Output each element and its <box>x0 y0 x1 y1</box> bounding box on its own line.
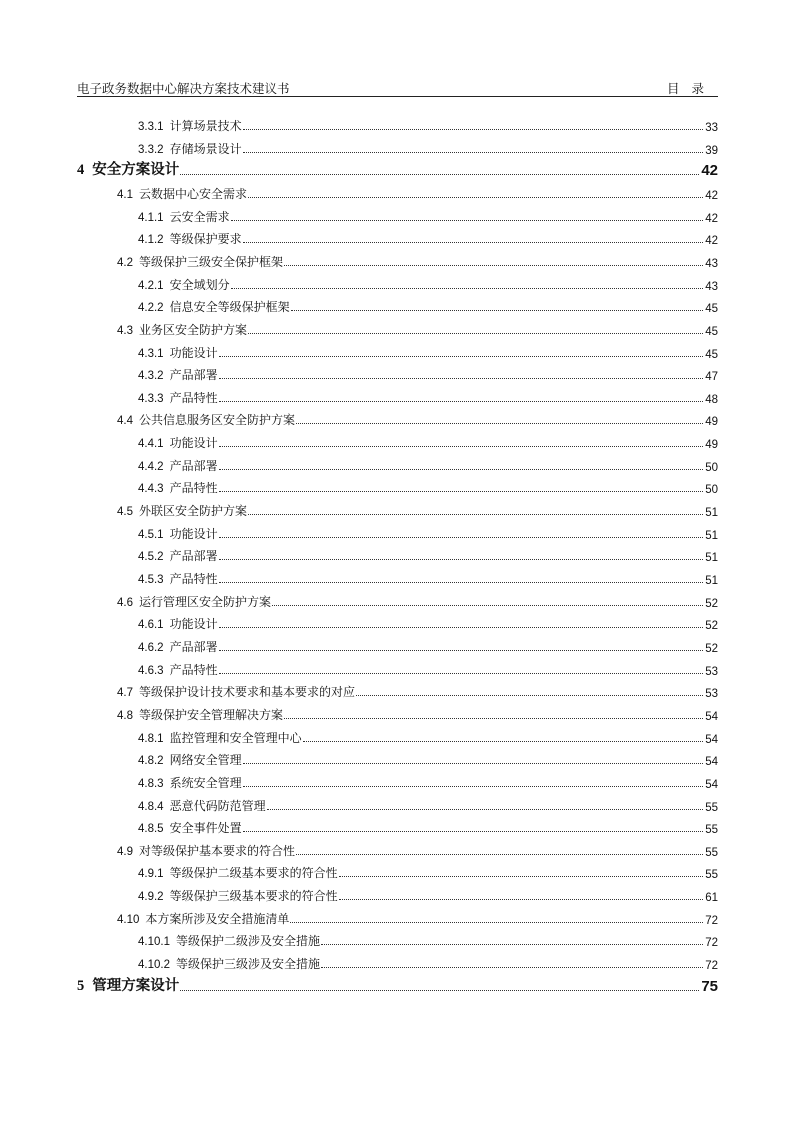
toc-entry-title <box>138 638 218 655</box>
toc-entry-title <box>77 158 179 179</box>
toc-entry-page: 49 <box>705 439 718 452</box>
dot-leader <box>339 875 704 877</box>
document-title: 电子政务数据中心解决方案技术建议书 <box>77 81 290 96</box>
toc-entry-page: 50 <box>705 484 718 497</box>
dot-leader <box>296 422 703 424</box>
toc-entry-number: 4.6.1 <box>138 619 164 632</box>
toc-entry-number: 4.1.2 <box>138 234 164 247</box>
toc-entry[interactable] <box>138 931 718 949</box>
dot-leader <box>219 400 704 402</box>
dot-leader <box>243 830 704 832</box>
toc-entry-title <box>138 932 320 949</box>
toc-entry-text: 管理方案设计 <box>92 976 180 994</box>
toc-entry-text: 产品部署 <box>169 549 218 564</box>
toc-entry-title <box>138 298 290 315</box>
toc-entry-title <box>138 955 320 972</box>
dot-leader <box>180 173 699 175</box>
toc-entry[interactable] <box>138 637 718 655</box>
dot-leader <box>248 513 703 515</box>
toc-entry-page: 45 <box>705 325 718 338</box>
toc-entry-title <box>138 276 230 293</box>
toc-entry-page: 51 <box>705 529 718 542</box>
toc-entry-text: 安全方案设计 <box>92 161 180 179</box>
toc-entry[interactable] <box>138 524 718 542</box>
toc-entry[interactable] <box>138 886 718 904</box>
toc-entry-text: 公共信息服务区安全防护方案 <box>139 413 296 428</box>
toc-entry[interactable] <box>138 456 718 474</box>
toc-entry-number: 4.5.1 <box>138 528 164 541</box>
toc-entry-page: 45 <box>705 348 718 361</box>
toc-entry-text: 产品特性 <box>169 572 218 586</box>
dot-leader <box>321 966 703 968</box>
toc-entry-number: 4.3.2 <box>138 370 164 383</box>
toc-entry-text: 等级保护要求 <box>169 232 242 247</box>
toc-entry-number: 4.5.2 <box>138 551 164 564</box>
toc-entry[interactable] <box>138 796 718 814</box>
toc-entry-number: 4.3 <box>117 324 133 337</box>
toc-entry-number: 4.2 <box>117 256 133 269</box>
dot-leader <box>243 785 704 787</box>
dot-leader <box>243 241 704 243</box>
toc-entry-title <box>138 661 218 678</box>
toc-entry-title <box>138 389 218 406</box>
toc-entry-text: 安全事件处置 <box>169 821 242 836</box>
toc-entry-title <box>138 547 218 564</box>
dot-leader <box>243 151 704 153</box>
toc-entry[interactable] <box>138 569 718 587</box>
toc-entry-page: 53 <box>705 688 718 701</box>
toc-entry-page: 52 <box>705 642 718 655</box>
toc-entry[interactable] <box>138 388 718 406</box>
toc-entry-number: 4.1.1 <box>138 211 164 224</box>
toc-entry-page: 50 <box>705 461 718 474</box>
toc-entry-title <box>138 887 338 904</box>
toc-entry-title <box>138 774 242 791</box>
toc-entry-number: 4.9.1 <box>138 868 164 881</box>
dot-leader <box>243 762 704 764</box>
toc-entry-text: 恶意代码防范管理 <box>169 798 266 813</box>
toc-entry-number: 4.6.3 <box>138 664 164 677</box>
toc-entry-number: 4.5 <box>117 506 133 519</box>
toc-entry[interactable] <box>138 728 718 746</box>
toc-entry[interactable] <box>117 909 718 927</box>
toc-entry-page: 72 <box>705 914 718 927</box>
toc-entry-page: 75 <box>701 977 718 995</box>
toc-entry-text: 存储场景设计 <box>169 141 242 156</box>
dot-leader <box>219 626 704 628</box>
toc-entry[interactable] <box>138 297 718 315</box>
toc-entry-title <box>117 502 247 519</box>
toc-entry-number: 4.10.2 <box>138 959 170 972</box>
toc-entry-text: 产品部署 <box>169 458 218 473</box>
toc-entry-text: 外联区安全防护方案 <box>139 504 248 519</box>
toc-entry-text: 功能设计 <box>169 436 218 451</box>
toc-entry-text: 监控管理和安全管理中心 <box>169 730 302 745</box>
toc-entry-text: 对等级保护基本要求的符合性 <box>139 843 296 858</box>
toc-entry-title <box>138 434 218 451</box>
toc-entry-page: 42 <box>705 189 718 202</box>
toc-entry-number: 4.2.1 <box>138 279 164 292</box>
dot-leader <box>219 445 704 447</box>
toc-entry[interactable] <box>117 252 718 270</box>
toc-entry-text: 计算场景技术 <box>169 119 242 133</box>
toc-entry-page: 51 <box>705 507 718 520</box>
dot-leader <box>248 332 703 334</box>
toc-entry-title <box>138 479 218 496</box>
toc-entry-text: 等级保护三级涉及安全措施 <box>175 957 320 972</box>
toc-entry-page: 72 <box>705 960 718 973</box>
toc-entry-title <box>138 117 242 134</box>
toc-entry-text: 等级保护设计技术要求和基本要求的对应 <box>139 685 356 700</box>
toc-entry-page: 49 <box>705 416 718 429</box>
toc-entry-page: 54 <box>705 710 718 723</box>
toc-entry-title <box>138 729 302 746</box>
toc-entry-page: 39 <box>705 144 718 157</box>
toc-entry[interactable] <box>138 229 718 247</box>
toc-entry-page: 54 <box>705 778 718 791</box>
toc-entry-number: 3.3.1 <box>138 121 164 133</box>
toc-entry-page: 51 <box>705 552 718 565</box>
toc-entry-title <box>138 864 338 881</box>
dot-leader <box>284 717 703 719</box>
dot-leader <box>272 604 703 606</box>
dot-leader <box>219 536 704 538</box>
toc-entry-number: 4.8.3 <box>138 777 164 790</box>
toc-entry-number: 4.9 <box>117 845 133 858</box>
toc-entry[interactable] <box>138 365 718 383</box>
dot-leader <box>267 808 704 810</box>
dot-leader <box>290 921 703 923</box>
section-label: 目录 <box>666 81 716 96</box>
toc-entry[interactable] <box>138 750 718 768</box>
toc-entry-page: 43 <box>705 280 718 293</box>
toc-entry-page: 48 <box>705 393 718 406</box>
toc-entry-page: 54 <box>705 733 718 746</box>
toc-entry-number: 4.8.1 <box>138 732 164 745</box>
toc-entry-text: 产品部署 <box>169 368 218 383</box>
toc-entry-text: 等级保护三级安全保护框架 <box>139 254 284 269</box>
toc-entry-number: 4.4.3 <box>138 483 164 496</box>
toc-entry-text: 安全域划分 <box>169 277 230 292</box>
toc-entry-title <box>117 185 247 202</box>
toc-entry-page: 45 <box>705 303 718 316</box>
dot-leader <box>219 672 704 674</box>
toc-entry[interactable] <box>117 184 718 202</box>
toc-entry[interactable] <box>138 773 718 791</box>
toc-entry-title <box>138 819 242 836</box>
dot-leader <box>219 468 704 470</box>
toc-entry-number: 4.8.4 <box>138 800 164 813</box>
toc-entry[interactable] <box>138 433 718 451</box>
toc-entry-text: 云安全需求 <box>169 209 230 224</box>
toc-entry-page: 55 <box>705 869 718 882</box>
toc-entry[interactable] <box>117 501 718 519</box>
dot-leader <box>231 287 704 289</box>
toc-entry-text: 功能设计 <box>169 526 218 541</box>
toc-entry-text: 等级保护二级涉及安全措施 <box>175 934 320 949</box>
toc-entry[interactable] <box>138 139 718 157</box>
toc-entry-title <box>138 615 218 632</box>
toc-entry-page: 55 <box>705 846 718 859</box>
dot-leader <box>180 989 699 991</box>
toc-entry-number: 4.10 <box>117 913 140 926</box>
dot-leader <box>243 128 704 130</box>
toc-entry[interactable] <box>138 614 718 632</box>
toc-entry-number: 4.6.2 <box>138 641 164 654</box>
toc-entry-number: 5 <box>77 977 85 994</box>
toc-entry-text: 信息安全等级保护框架 <box>169 300 290 315</box>
toc-entry-number: 3.3.2 <box>138 143 164 156</box>
toc-entry-text: 网络安全管理 <box>169 753 242 768</box>
toc-entry-number: 4.10.1 <box>138 936 170 949</box>
toc-entry-number: 4.8.5 <box>138 823 164 836</box>
toc-entry[interactable] <box>138 207 718 225</box>
toc-entry-text: 云数据中心安全需求 <box>139 186 248 201</box>
toc-entry-page: 42 <box>705 235 718 248</box>
toc-entry-number: 4.3.1 <box>138 347 164 360</box>
toc-entry-number: 4.3.3 <box>138 392 164 405</box>
toc-entry-text: 等级保护安全管理解决方案 <box>139 707 284 722</box>
toc-entry-number: 4.7 <box>117 687 133 700</box>
toc-entry-page: 61 <box>705 892 718 905</box>
toc-entry-text: 产品特性 <box>169 662 218 677</box>
toc-entry-title <box>138 751 242 768</box>
toc-entry-number: 4 <box>77 162 85 179</box>
toc-entry[interactable] <box>138 343 718 361</box>
toc-entry[interactable] <box>138 954 718 972</box>
toc-entry-page: 72 <box>705 937 718 950</box>
dot-leader <box>339 898 704 900</box>
toc-entry-text: 功能设计 <box>169 617 218 632</box>
toc-entry-text: 产品特性 <box>169 390 218 405</box>
toc-entry-title <box>117 321 247 338</box>
toc-entry[interactable] <box>138 660 718 678</box>
toc-entry-page: 53 <box>705 665 718 678</box>
toc-entry-title <box>138 366 218 383</box>
toc-entry-number: 4.4.2 <box>138 460 164 473</box>
dot-leader <box>291 309 704 311</box>
toc-entry-page: 42 <box>701 162 718 180</box>
toc-entry-title <box>138 208 230 225</box>
dot-leader <box>296 853 703 855</box>
toc-entry-title <box>138 525 218 542</box>
toc-entry-title <box>117 683 355 700</box>
toc-entry[interactable] <box>77 161 718 179</box>
toc-entry-page: 47 <box>705 371 718 384</box>
dot-leader <box>284 264 703 266</box>
toc-entry[interactable] <box>138 546 718 564</box>
toc-entry[interactable] <box>117 682 718 700</box>
toc-entry-title <box>117 411 295 428</box>
toc-entry[interactable] <box>138 275 718 293</box>
toc-entry[interactable] <box>117 592 718 610</box>
toc-entry[interactable] <box>77 977 718 995</box>
toc-entry-title <box>77 974 179 995</box>
toc-entry-page: 33 <box>705 122 718 134</box>
toc-entry-number: 4.6 <box>117 596 133 609</box>
toc-entry-title <box>117 842 295 859</box>
toc-entry-number: 4.8 <box>117 709 133 722</box>
toc-entry-title <box>138 230 242 247</box>
toc-entry-title <box>117 706 283 723</box>
toc-entry-title <box>138 344 218 361</box>
dot-leader <box>321 943 703 945</box>
toc-entry-page: 55 <box>705 801 718 814</box>
toc-entry[interactable] <box>138 863 718 881</box>
toc-entry-text: 运行管理区安全防护方案 <box>139 594 272 609</box>
toc-entry-number: 4.1 <box>117 188 133 201</box>
toc-entry-page: 52 <box>705 597 718 610</box>
dot-leader <box>219 355 704 357</box>
toc-entry-title <box>117 253 283 270</box>
dot-leader <box>219 649 704 651</box>
toc-entry-text: 本方案所涉及安全措施清单 <box>145 911 290 926</box>
toc-entry-page: 54 <box>705 756 718 769</box>
dot-leader <box>303 740 704 742</box>
toc-entry[interactable] <box>138 478 718 496</box>
toc-entry-title <box>117 593 271 610</box>
dot-leader <box>219 490 704 492</box>
toc-entry-page: 42 <box>705 212 718 225</box>
toc-entry-text: 等级保护三级基本要求的符合性 <box>169 889 338 904</box>
dot-leader <box>219 377 704 379</box>
toc-entry-number: 4.8.2 <box>138 755 164 768</box>
toc-entry-page: 52 <box>705 620 718 633</box>
dot-leader <box>219 581 704 583</box>
toc-entry-page: 43 <box>705 257 718 270</box>
toc-entry-text: 产品部署 <box>169 639 218 654</box>
toc-entry-text: 等级保护二级基本要求的符合性 <box>169 866 338 881</box>
toc-entry-number: 4.4.1 <box>138 438 164 451</box>
dot-leader <box>231 219 704 221</box>
toc-entry-text: 业务区安全防护方案 <box>139 322 248 337</box>
toc-entry-title <box>138 797 266 814</box>
toc-entry-title <box>138 457 218 474</box>
toc-entry-title <box>117 910 289 927</box>
toc-entry-page: 51 <box>705 575 718 587</box>
toc-entry-number: 4.9.2 <box>138 891 164 904</box>
toc-entry-title <box>138 570 218 587</box>
toc-entry-page: 55 <box>705 824 718 837</box>
dot-leader <box>219 558 704 560</box>
toc-entry[interactable] <box>117 841 718 859</box>
toc-entry[interactable] <box>117 705 718 723</box>
toc-entry-number: 4.5.3 <box>138 574 164 586</box>
toc-entry-text: 系统安全管理 <box>169 775 242 790</box>
toc-entry[interactable] <box>138 116 718 134</box>
page-header <box>77 78 718 97</box>
dot-leader <box>248 196 703 198</box>
toc-entry[interactable] <box>117 410 718 428</box>
toc-entry-number: 4.4 <box>117 415 133 428</box>
toc-entry-text: 功能设计 <box>169 345 218 360</box>
toc-entry[interactable] <box>138 818 718 836</box>
toc-entry-title <box>138 140 242 157</box>
dot-leader <box>356 694 703 696</box>
toc-entry-number: 4.2.2 <box>138 302 164 315</box>
toc-entry-text: 产品特性 <box>169 481 218 496</box>
toc-entry[interactable] <box>117 320 718 338</box>
